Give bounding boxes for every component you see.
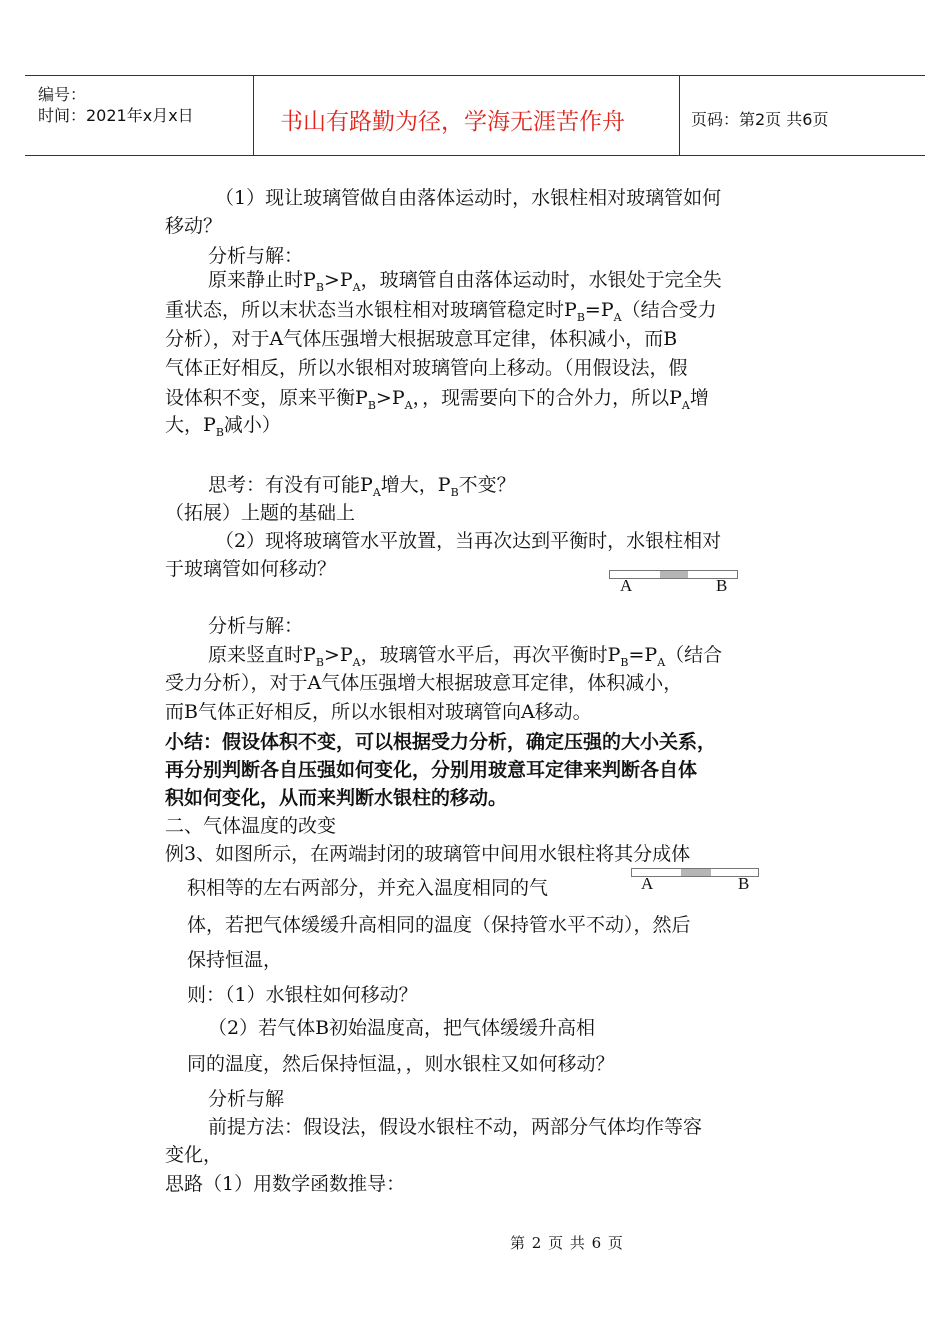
tube-label-a: A: [641, 874, 654, 893]
text-line: 变化，: [165, 1144, 223, 1166]
text-line: 积相等的左右两部分，并充入温度相同的气: [187, 877, 549, 899]
summary-line: 小结：假设体积不变，可以根据受力分析，确定压强的大小关系，: [165, 731, 717, 753]
text-line: （拓展）上题的基础上: [165, 502, 356, 524]
text-line: 例3、如图所示，在两端封闭的玻璃管中间用水银柱将其分成体: [165, 843, 691, 865]
text-line: 移动？: [165, 215, 223, 237]
header-divider-2: [679, 75, 680, 155]
text-line: 思考：有没有可能$P_A$增大，$P_B$不变？: [208, 474, 516, 499]
header-motto: 书山有路勤为径，学海无涯苦作舟: [280, 109, 625, 135]
text-line: 同的温度，然后保持恒温，，则水银柱又如何移动？: [187, 1053, 615, 1075]
text-line: 于玻璃管如何移动？: [165, 558, 337, 580]
text-line: 气体正好相反，所以水银相对玻璃管向上移动。（用假设法，假: [165, 357, 688, 379]
header-bottom-rule: [25, 155, 925, 156]
mercury-column: [681, 869, 711, 876]
text-line: 设体积不变，原来平衡$P_B>P_A$，，现需要向下的合外力，所以$P_A$增: [165, 387, 709, 412]
mercury-column: [660, 571, 688, 578]
text-line: 分析与解: [208, 1088, 285, 1110]
text-line: 则：（1）水银柱如何移动？: [187, 984, 418, 1006]
text-line: （2）现将玻璃管水平放置，当再次达到平衡时，水银柱相对: [215, 530, 722, 552]
tube-label-b: B: [738, 874, 750, 893]
text-line: 分析与解：: [208, 245, 304, 267]
text-line: 分析），对于A气体压强增大根据玻意耳定律，体积减小，而B: [165, 328, 678, 350]
text-line: （2）若气体B初始温度高，把气体缓缓升高相: [208, 1017, 596, 1039]
text-line: 受力分析），对于A气体压强增大根据玻意耳定律，体积减小，: [165, 672, 683, 694]
text-line: 原来竖直时$P_B>P_A$，玻璃管水平后，再次平衡时$P_B=P_A$（结合: [208, 644, 723, 669]
doc-number-label: 编号：: [38, 85, 87, 104]
text-line: 大，$P_B$减小）: [165, 414, 281, 439]
text-line: 原来静止时$P_B>P_A$，玻璃管自由落体运动时，水银处于完全失: [208, 269, 722, 294]
page-footer: 第 2 页 共 6 页: [510, 1234, 624, 1252]
summary-line: 积如何变化，从而来判断水银柱的移动。: [165, 787, 508, 809]
header-divider-1: [253, 75, 254, 155]
text-line: （1）现让玻璃管做自由落体运动时，水银柱相对玻璃管如何: [215, 187, 722, 209]
section-heading: 二、气体温度的改变: [165, 815, 337, 837]
text-line: 而B气体正好相反，所以水银相对玻璃管向A移动。: [165, 701, 592, 723]
text-line: 前提方法：假设法，假设水银柱不动，两部分气体均作等容: [208, 1116, 703, 1138]
text-line: 重状态，所以末状态当水银柱相对玻璃管稳定时$P_B=P_A$（结合受力: [165, 299, 717, 324]
page-info: 页码：第2页 共6页: [691, 110, 829, 129]
text-line: 分析与解：: [208, 615, 304, 637]
summary-line: 再分别判断各自压强如何变化，分别用玻意耳定律来判断各自体: [165, 759, 698, 781]
text-line: 保持恒温，: [187, 949, 283, 971]
text-line: 思路（1）用数学函数推导：: [165, 1173, 406, 1195]
doc-time-label: 时间：2021年x月x日: [38, 106, 194, 125]
header-top-rule: [25, 75, 925, 76]
tube-label-a: A: [620, 576, 633, 595]
text-line: 体，若把气体缓缓升高相同的温度（保持管水平不动），然后: [187, 914, 691, 936]
tube-label-b: B: [716, 576, 728, 595]
